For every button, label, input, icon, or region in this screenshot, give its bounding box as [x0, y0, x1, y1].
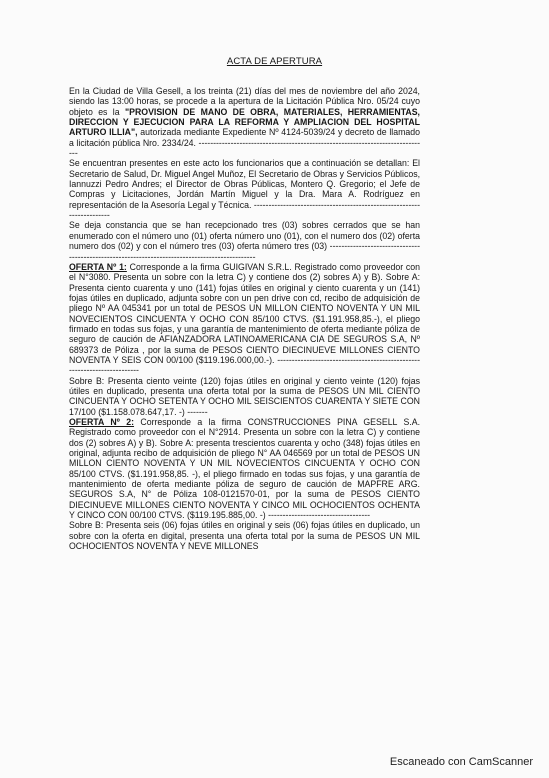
offer-1-text: Corresponde a la firma GUIGIVAN S.R.L. Registrado como proveedor con el N°3080. Presenta un sobre con la letra C) y contiene dos (2) sobres A) y B). Sobre A: Presenta ciento cuarenta y uno (141) fojas útiles en original y ciento cuarenta y un (141) fojas útiles en duplicado, adjunta sobre con un pen drive con cd, recibo de adquisición de pliego Nº AA 045341 por un total de PESOS UN MILLON CIENTO NOVENTA Y UN MIL NOVECIENTOS CINCUENTA Y OCHO CON 85/100 CTVS. ($1.191.958,85.-), el pliego firmado en todas sus fojas, y una garantía de mantenimiento de oferta mediante póliza de seguro de caución de AFIANZADORA LATINOAMERICANA CIA DE SEGUROS S.A, Nº 689373 de Póliza , por la suma de PESOS CIENTO DIECINUEVE MILLONES CIENTO NOVENTA Y SEIS CON 00/100 ($119.196.000,00.-). ------------------------------------------------------------------------- [69, 261, 421, 376]
paragraph-attendees: Se encuentran presentes en este acto los funcionarios que a continuación se detallan: El Secretario de Salud, Dr. Miguel Angel Muñoz, El Secretario de Obras y Servicios Públicos, Iannuzzi Pedro Andres; el Director de Obras Públicas, Montero Q. Gregorio; el Jefe de Compras y Licitaciones, Jordán Martín Miguel y la Dra. Mara A. Rodríguez en representación de la Asesoría Legal y Técnica. ----------------------------------------------------------------------- [69, 158, 420, 221]
paragraph-offer-1 [69, 262, 420, 376]
offer-2-label: OFERTA Nº 2: [69, 417, 135, 427]
object-title: "PROVISION DE MANO DE OBRA, MATERIALES, HERRAMIENTAS, DIRECCION Y EJECUCION PARA LA REFORMA Y AMPLIACION DEL HOSPITAL ARTURO ILLIA", [69, 106, 420, 138]
opening-text-end: autorizada mediante Expediente Nº 4124-5039/24 y decreto de llamado a licitación pública Nro. 2334/24. ------------------------------------------------------------------------------- [69, 127, 421, 159]
offer-2-text: Corresponde a la firma CONSTRUCCIONES PINA GESELL S.A. Registrado como proveedor con el N°2914. Presenta un sobre con la letra C) y contiene dos (2) sobres A) y B). Sobre A: presenta trescientos cuarenta y ocho (348) fojas útiles en original, adjunta recibo de adquisición de pliego N° AA 046569 por un total de PESOS UN MILLON CIENTO NOVENTA Y UN MIL NOVECIENTOS CINCUENTA Y OCHO CON 85/100 CTVS. ($1.191.958,85. -), el pliego firmado en todas sus fojas, y una garantía de mantenimiento de oferta mediante póliza de seguro de caución de MAPFRE ARG. SEGUROS S.A, N° de Póliza 108-0121570-01, por la suma de PESOS CIENTO DIECINUEVE MILLONES CIENTO NOVENTA Y CINCO MIL OCHOCIENTOS OCHENTA Y CINCO CON 00/100 CTVS. ($119.195.885,00. -) ----------------------------------- [69, 417, 420, 521]
paragraph-opening [69, 86, 420, 158]
paragraph-offer-1-envelope-b: Sobre B: Presenta ciento veinte (120) fojas útiles en original y ciento veinte (120) fojas útiles en duplicado, presenta una oferta total por la suma de PESOS UN MIL CIENTO CINCUENTA Y OCHO SETENTA Y OCHO MIL SEISCIENTOS CUARENTA Y SIETE CON 17/100 ($1.158.078.647,17. -) ------- [69, 375, 420, 417]
document-body [69, 86, 420, 551]
camscanner-watermark: Escaneado con CamScanner [389, 756, 533, 768]
opening-text: En la Ciudad de Villa Gesell, a los treinta (21) días del mes de noviembre del año 2024, siendo las 13:00 horas, se procede a la apertura de la Licitación Pública Nro. 05/24 cuyo objeto es la [69, 86, 420, 117]
document-title: ACTA DE APERTURA [226, 56, 323, 67]
paragraph-offer-2-envelope-b: Sobre B: Presenta seis (06) fojas útiles en original y seis (06) fojas útiles en duplicado, un sobre con la oferta en digital, presenta una oferta total por la suma de PESOS UN MIL OCHOCIENTOS NOVENTA Y NEVE MILLONES [69, 520, 420, 552]
paragraph-offer-2 [69, 417, 420, 520]
offer-1-label: OFERTA Nº 1: [69, 261, 127, 272]
paragraph-envelopes: Se deja constancia que se han recepcionado tres (03) sobres cerrados que se han enumerado con el número uno (01) oferta número uno (01), con el numero dos (02) oferta numero dos (02) y con el número tres (03) oferta número tres (03) ----------------------------------------------------------------------------------------------- [69, 220, 420, 262]
